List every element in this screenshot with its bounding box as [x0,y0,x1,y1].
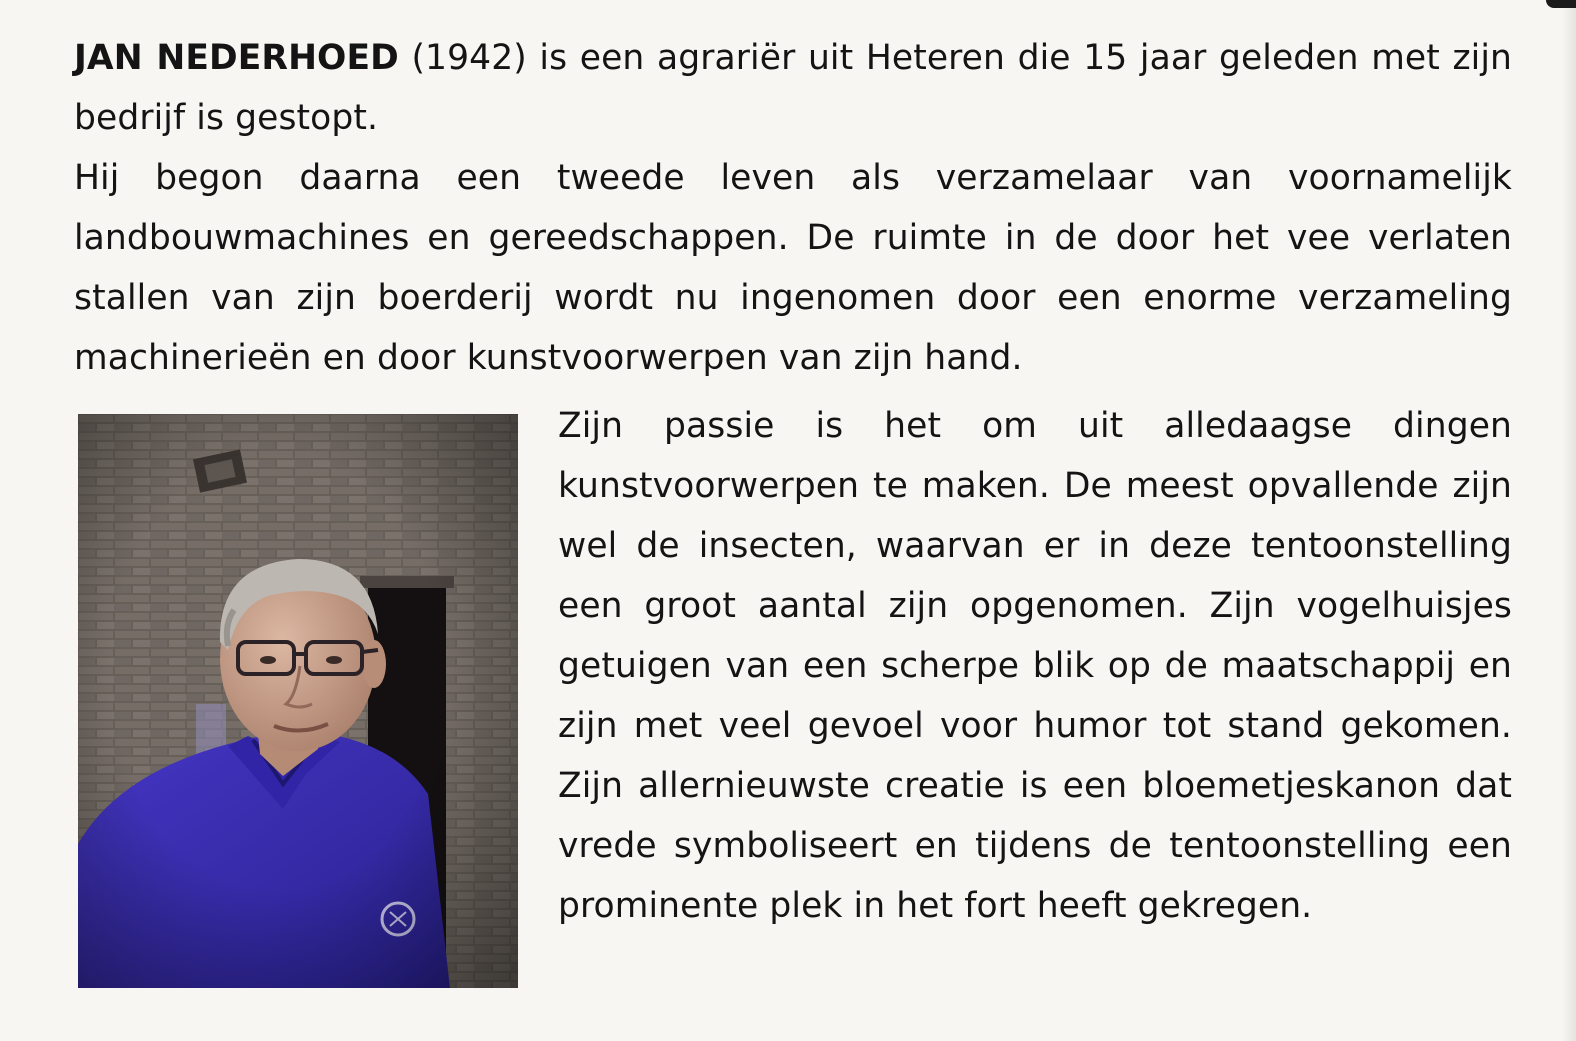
collector-paragraph: Hij begon daarna een tweede leven als verzamelaar van voornamelijk landbouwmachines en gereedschappen. De ruimte in de door het vee verlaten stallen van zijn boerderij wordt nu ingenomen door een enorme verzameling machinerieën en door kunstvoorwerpen van zijn hand. [74,158,1512,378]
person-name: JAN NEDERHOED [74,38,399,78]
passion-paragraph: Zijn passie is het om uit alledaagse dingen kunstvoorwerpen te maken. De meest opvallende zijn wel de insecten, waarvan er in deze tentoonstelling een groot aantal zijn opgenomen. Zijn vogelhuisjes getuigen van een scherpe blik op de maatschappij en zijn met veel gevoel voor humor tot stand gekomen. Zijn allernieuwste creatie is een bloemetjeskanon dat vrede symboliseert en tijdens de tentoonstelling een prominente plek in het fort heeft gekregen. [558,406,1512,926]
page-edge-shadow [1562,0,1576,1041]
corner-mark [1546,0,1576,8]
intro-text: (1942) is een agrariër uit Heteren die 15 jaar geleden met zijn bedrijf is gestopt. [74,38,1513,138]
intro-paragraph [74,28,1512,148]
portrait-photo [78,414,518,988]
